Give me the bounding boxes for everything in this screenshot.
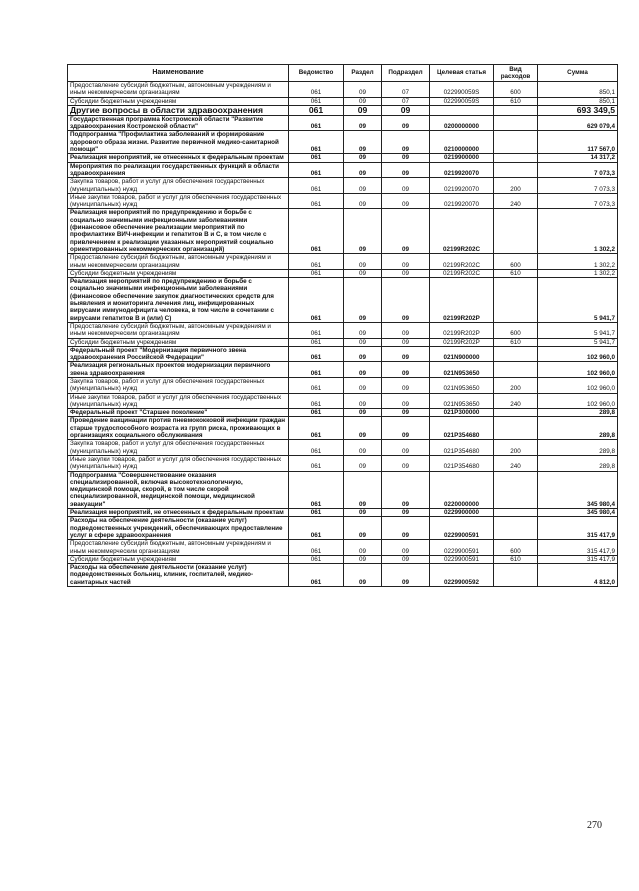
cell-razd: 09 xyxy=(344,417,382,440)
cell-podr: 09 xyxy=(382,269,430,277)
table-body xyxy=(68,82,618,587)
cell-name: Реализация мероприятий, не отнесенных к федеральным проектам xyxy=(68,154,289,162)
cell-vid xyxy=(494,564,538,587)
header-sum: Сумма xyxy=(538,65,618,82)
cell-sum: 850,1 xyxy=(538,97,618,105)
cell-cel: 0229900591 xyxy=(430,540,494,556)
cell-ved: 061 xyxy=(289,540,344,556)
cell-razd: 09 xyxy=(344,82,382,98)
cell-razd: 09 xyxy=(344,338,382,346)
cell-sum: 5 941,7 xyxy=(538,278,618,323)
cell-cel: 022990059S xyxy=(430,97,494,105)
cell-ved: 061 xyxy=(289,209,344,254)
cell-sum: 289,8 xyxy=(538,455,618,471)
cell-vid xyxy=(494,417,538,440)
cell-cel: 02199R202C xyxy=(430,254,494,270)
cell-cel: 0200000000 xyxy=(430,115,494,131)
cell-cel: 0210000000 xyxy=(430,131,494,154)
table-row xyxy=(68,82,618,98)
cell-cel: 021P300000 xyxy=(430,409,494,417)
cell-sum: 7 073,3 xyxy=(538,178,618,194)
cell-name: Государственная программа Костромской области "Развитие здравоохранения Костромской области" xyxy=(68,115,289,131)
cell-sum: 7 073,3 xyxy=(538,162,618,178)
cell-podr: 09 xyxy=(382,393,430,409)
cell-name: Иные закупки товаров, работ и услуг для обеспечения государственных (муниципальных) нужд xyxy=(68,393,289,409)
cell-vid xyxy=(494,131,538,154)
cell-podr: 09 xyxy=(382,178,430,194)
cell-name: Другие вопросы в области здравоохранения xyxy=(68,105,289,115)
cell-podr: 09 xyxy=(382,564,430,587)
cell-name: Предоставление субсидий бюджетным, автономным учреждениям и иным некоммерческим организациям xyxy=(68,322,289,338)
cell-sum: 693 349,5 xyxy=(538,105,618,115)
table-row xyxy=(68,105,618,115)
cell-razd: 09 xyxy=(344,154,382,162)
cell-cel: 02199R202P xyxy=(430,322,494,338)
cell-razd: 09 xyxy=(344,115,382,131)
cell-name: Иные закупки товаров, работ и услуг для обеспечения государственных (муниципальных) нужд xyxy=(68,455,289,471)
cell-vid xyxy=(494,209,538,254)
cell-razd: 09 xyxy=(344,377,382,393)
cell-name: Федеральный проект "Модернизация первичного звена здравоохранения Российской Федерации" xyxy=(68,346,289,362)
table-row xyxy=(68,564,618,587)
cell-razd: 09 xyxy=(344,471,382,508)
cell-podr: 09 xyxy=(382,105,430,115)
header-ved: Ведомство xyxy=(289,65,344,82)
cell-sum: 117 567,0 xyxy=(538,131,618,154)
cell-cel: 021P354680 xyxy=(430,417,494,440)
cell-razd: 09 xyxy=(344,362,382,378)
cell-name: Предоставление субсидий бюджетным, автономным учреждениям и иным некоммерческим организациям xyxy=(68,254,289,270)
cell-podr: 09 xyxy=(382,471,430,508)
cell-razd: 09 xyxy=(344,540,382,556)
cell-ved: 061 xyxy=(289,509,344,517)
cell-ved: 061 xyxy=(289,409,344,417)
cell-podr: 09 xyxy=(382,278,430,323)
cell-sum: 1 302,2 xyxy=(538,254,618,270)
cell-podr: 09 xyxy=(382,455,430,471)
cell-cel: 02199R202C xyxy=(430,209,494,254)
cell-sum: 102 960,0 xyxy=(538,393,618,409)
cell-name: Предоставление субсидий бюджетным, автономным учреждениям и иным некоммерческим организациям xyxy=(68,82,289,98)
cell-name: Расходы на обеспечение деятельности (оказание услуг) подведомственных учреждений, обеспечивающих предоставление услуг в сфере здравоохранения xyxy=(68,517,289,540)
cell-sum: 345 980,4 xyxy=(538,471,618,508)
cell-vid xyxy=(494,362,538,378)
cell-vid xyxy=(494,509,538,517)
cell-sum: 1 302,2 xyxy=(538,209,618,254)
cell-name: Закупка товаров, работ и услуг для обеспечения государственных (муниципальных) нужд xyxy=(68,440,289,456)
cell-podr: 09 xyxy=(382,346,430,362)
cell-vid: 240 xyxy=(494,455,538,471)
cell-cel: 021N953650 xyxy=(430,377,494,393)
table-row xyxy=(68,362,618,378)
cell-ved: 061 xyxy=(289,440,344,456)
cell-name: Федеральный проект "Старшее поколение" xyxy=(68,409,289,417)
cell-ved: 061 xyxy=(289,193,344,209)
cell-podr: 09 xyxy=(382,193,430,209)
cell-podr: 09 xyxy=(382,362,430,378)
header-cel: Целевая статья xyxy=(430,65,494,82)
cell-vid: 610 xyxy=(494,338,538,346)
cell-sum: 102 960,0 xyxy=(538,377,618,393)
cell-podr: 09 xyxy=(382,162,430,178)
cell-podr: 09 xyxy=(382,254,430,270)
cell-razd: 09 xyxy=(344,254,382,270)
cell-razd: 09 xyxy=(344,409,382,417)
cell-ved: 061 xyxy=(289,97,344,105)
cell-sum: 4 812,0 xyxy=(538,564,618,587)
cell-ved: 061 xyxy=(289,82,344,98)
cell-sum: 315 417,9 xyxy=(538,555,618,563)
cell-razd: 09 xyxy=(344,564,382,587)
cell-vid xyxy=(494,154,538,162)
cell-razd: 09 xyxy=(344,269,382,277)
table-row xyxy=(68,509,618,517)
cell-vid: 610 xyxy=(494,555,538,563)
cell-podr: 09 xyxy=(382,409,430,417)
cell-cel: 021P354680 xyxy=(430,440,494,456)
table-row xyxy=(68,393,618,409)
cell-ved: 061 xyxy=(289,254,344,270)
cell-podr: 09 xyxy=(382,131,430,154)
table-row xyxy=(68,115,618,131)
cell-razd: 09 xyxy=(344,517,382,540)
cell-podr: 09 xyxy=(382,417,430,440)
table-row xyxy=(68,322,618,338)
cell-razd: 09 xyxy=(344,131,382,154)
cell-name: Субсидии бюджетным учреждениям xyxy=(68,555,289,563)
cell-razd: 09 xyxy=(344,278,382,323)
cell-sum: 289,8 xyxy=(538,440,618,456)
cell-cel: 0229900591 xyxy=(430,555,494,563)
cell-ved: 061 xyxy=(289,115,344,131)
cell-name: Закупка товаров, работ и услуг для обеспечения государственных (муниципальных) нужд xyxy=(68,377,289,393)
table-row xyxy=(68,540,618,556)
cell-podr: 09 xyxy=(382,555,430,563)
cell-sum: 102 960,0 xyxy=(538,346,618,362)
cell-razd: 09 xyxy=(344,440,382,456)
table-row xyxy=(68,440,618,456)
cell-razd: 09 xyxy=(344,555,382,563)
cell-name: Проведение вакцинации против пневмококковой инфекции граждан старше трудоспособного возраста из групп риска, проживающих в организациях социального обслуживания xyxy=(68,417,289,440)
table-row xyxy=(68,269,618,277)
header-razd: Раздел xyxy=(344,65,382,82)
cell-cel: 021P354680 xyxy=(430,455,494,471)
cell-podr: 09 xyxy=(382,509,430,517)
cell-vid: 610 xyxy=(494,269,538,277)
cell-sum: 629 079,4 xyxy=(538,115,618,131)
cell-cel: 021N953650 xyxy=(430,362,494,378)
cell-cel: 0229900592 xyxy=(430,564,494,587)
cell-razd: 09 xyxy=(344,162,382,178)
table-row xyxy=(68,162,618,178)
cell-vid: 200 xyxy=(494,178,538,194)
cell-sum: 289,8 xyxy=(538,417,618,440)
cell-name: Субсидии бюджетным учреждениям xyxy=(68,338,289,346)
cell-cel: 0219920070 xyxy=(430,193,494,209)
cell-sum: 5 941,7 xyxy=(538,322,618,338)
cell-ved: 061 xyxy=(289,278,344,323)
cell-cel: 02199R202P xyxy=(430,278,494,323)
cell-podr: 09 xyxy=(382,338,430,346)
cell-vid xyxy=(494,162,538,178)
cell-ved: 061 xyxy=(289,471,344,508)
cell-sum: 14 317,2 xyxy=(538,154,618,162)
cell-vid xyxy=(494,115,538,131)
cell-podr: 09 xyxy=(382,540,430,556)
cell-ved: 061 xyxy=(289,417,344,440)
cell-podr: 07 xyxy=(382,97,430,105)
cell-vid xyxy=(494,409,538,417)
cell-vid xyxy=(494,346,538,362)
cell-cel: 021N900000 xyxy=(430,346,494,362)
cell-name: Субсидии бюджетным учреждениям xyxy=(68,269,289,277)
cell-name: Реализация мероприятий, не отнесенных к федеральным проектам xyxy=(68,509,289,517)
table-row xyxy=(68,346,618,362)
cell-cel: 02199R202C xyxy=(430,269,494,277)
cell-vid: 240 xyxy=(494,193,538,209)
cell-ved: 061 xyxy=(289,269,344,277)
table-row xyxy=(68,377,618,393)
cell-razd: 09 xyxy=(344,322,382,338)
cell-cel: 021N953650 xyxy=(430,393,494,409)
budget-table xyxy=(67,64,618,587)
cell-ved: 061 xyxy=(289,346,344,362)
cell-name: Мероприятия по реализации государственных функций в области здравоохранения xyxy=(68,162,289,178)
table-row xyxy=(68,254,618,270)
table-row xyxy=(68,154,618,162)
table-row xyxy=(68,131,618,154)
table-row xyxy=(68,409,618,417)
cell-vid xyxy=(494,517,538,540)
cell-ved: 061 xyxy=(289,564,344,587)
cell-ved: 061 xyxy=(289,178,344,194)
cell-razd: 09 xyxy=(344,209,382,254)
cell-razd: 09 xyxy=(344,455,382,471)
cell-vid: 600 xyxy=(494,540,538,556)
cell-ved: 061 xyxy=(289,555,344,563)
cell-cel: 0229900591 xyxy=(430,517,494,540)
cell-sum: 289,8 xyxy=(538,409,618,417)
cell-vid: 600 xyxy=(494,82,538,98)
cell-vid xyxy=(494,471,538,508)
cell-ved: 061 xyxy=(289,517,344,540)
cell-podr: 09 xyxy=(382,440,430,456)
cell-cel: 022990059S xyxy=(430,82,494,98)
cell-vid: 200 xyxy=(494,377,538,393)
cell-ved: 061 xyxy=(289,393,344,409)
header-name: Наименование xyxy=(68,65,289,82)
cell-cel: 0219920070 xyxy=(430,178,494,194)
cell-razd: 09 xyxy=(344,178,382,194)
cell-name: Реализация мероприятий по предупреждению и борьбе с социально значимыми инфекционными заболеваниями (финансовое обеспечение закупок диагностических средств для выявления и мониторинга лечения лиц, инфицированных вирусами иммунодефицита человека, в том числе в сочетании с вирусами гепатитов В и (или) С) xyxy=(68,278,289,323)
cell-name: Закупка товаров, работ и услуг для обеспечения государственных (муниципальных) нужд xyxy=(68,178,289,194)
cell-vid: 600 xyxy=(494,322,538,338)
cell-podr: 09 xyxy=(382,209,430,254)
cell-name: Реализация региональных проектов модернизации первичного звена здравоохранения xyxy=(68,362,289,378)
cell-cel: 0219900000 xyxy=(430,154,494,162)
cell-vid xyxy=(494,105,538,115)
cell-ved: 061 xyxy=(289,322,344,338)
cell-cel xyxy=(430,105,494,115)
cell-name: Подпрограмма "Совершенствование оказания специализированной, включая высокотехнологичную, медицинской помощи, скорой, в том числе скорой специализированной, медицинской помощи, медицинской эвакуации" xyxy=(68,471,289,508)
table-row xyxy=(68,338,618,346)
table-row xyxy=(68,417,618,440)
cell-ved: 061 xyxy=(289,131,344,154)
cell-cel: 02199R202P xyxy=(430,338,494,346)
cell-podr: 09 xyxy=(382,115,430,131)
cell-ved: 061 xyxy=(289,338,344,346)
table-row xyxy=(68,278,618,323)
cell-vid: 610 xyxy=(494,97,538,105)
table-row xyxy=(68,178,618,194)
cell-podr: 09 xyxy=(382,517,430,540)
cell-podr: 09 xyxy=(382,154,430,162)
cell-name: Подпрограмма "Профилактика заболеваний и формирование здорового образа жизни. Развитие первичной медико-санитарной помощи" xyxy=(68,131,289,154)
cell-cel: 0219920070 xyxy=(430,162,494,178)
cell-cel: 0229900000 xyxy=(430,509,494,517)
cell-ved: 061 xyxy=(289,162,344,178)
cell-razd: 09 xyxy=(344,509,382,517)
table-row xyxy=(68,517,618,540)
cell-name: Иные закупки товаров, работ и услуг для обеспечения государственных (муниципальных) нужд xyxy=(68,193,289,209)
cell-ved: 061 xyxy=(289,362,344,378)
cell-sum: 850,1 xyxy=(538,82,618,98)
page-number: 270 xyxy=(587,820,602,831)
cell-name: Субсидии бюджетным учреждениям xyxy=(68,97,289,105)
cell-razd: 09 xyxy=(344,97,382,105)
cell-razd: 09 xyxy=(344,393,382,409)
cell-vid xyxy=(494,278,538,323)
table-row xyxy=(68,471,618,508)
cell-ved: 061 xyxy=(289,377,344,393)
cell-name: Расходы на обеспечение деятельности (оказание услуг) подведомственных больниц, клиник, госпиталей, медико-санитарных частей xyxy=(68,564,289,587)
cell-vid: 240 xyxy=(494,393,538,409)
cell-sum: 315 417,9 xyxy=(538,540,618,556)
cell-sum: 315 417,9 xyxy=(538,517,618,540)
cell-podr: 09 xyxy=(382,322,430,338)
cell-cel: 0220000000 xyxy=(430,471,494,508)
cell-sum: 5 941,7 xyxy=(538,338,618,346)
cell-sum: 1 302,2 xyxy=(538,269,618,277)
cell-vid: 600 xyxy=(494,254,538,270)
cell-razd: 09 xyxy=(344,105,382,115)
cell-razd: 09 xyxy=(344,193,382,209)
header-vid: Вид расходов xyxy=(494,65,538,82)
cell-ved: 061 xyxy=(289,154,344,162)
header-podr: Подраздел xyxy=(382,65,430,82)
cell-ved: 061 xyxy=(289,105,344,115)
table-row xyxy=(68,193,618,209)
cell-name: Реализация мероприятий по предупреждению и борьбе с социально значимыми инфекционными заболеваниями (финансовое обеспечение реализации мероприятий по профилактике ВИЧ-инфекции и гепатитов В и С, в том числе с привлечением к реализации указанных мероприятий социально ориентированных некоммерческих организаций) xyxy=(68,209,289,254)
cell-vid: 200 xyxy=(494,440,538,456)
table-row xyxy=(68,455,618,471)
cell-name: Предоставление субсидий бюджетным, автономным учреждениям и иным некоммерческим организациям xyxy=(68,540,289,556)
table-row xyxy=(68,209,618,254)
cell-ved: 061 xyxy=(289,455,344,471)
cell-podr: 09 xyxy=(382,377,430,393)
table-header-row xyxy=(68,65,618,82)
cell-sum: 102 960,0 xyxy=(538,362,618,378)
cell-sum: 7 073,3 xyxy=(538,193,618,209)
table-row xyxy=(68,555,618,563)
cell-razd: 09 xyxy=(344,346,382,362)
cell-sum: 345 980,4 xyxy=(538,509,618,517)
cell-podr: 07 xyxy=(382,82,430,98)
